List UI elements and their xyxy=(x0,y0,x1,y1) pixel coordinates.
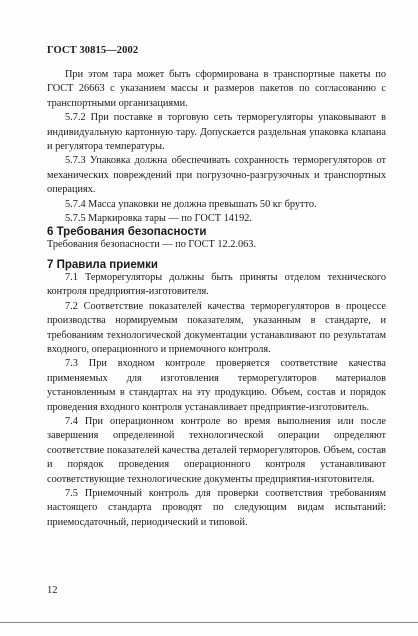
paragraph-5-7-3: 5.7.3 Упаковка должна обеспечивать сохранность терморегуляторов от механических повреждений при погрузочно-разгрузочных и транспортных операциях. xyxy=(47,155,386,196)
paragraph-7-1: 7.1 Терморегуляторы должны быть приняты отделом технического контроля предприятия-изготовителя. xyxy=(47,271,386,298)
section-6-text: Требования безопасности — по ГОСТ 12.2.063. xyxy=(47,239,257,251)
running-header: ГОСТ 30815—2002 xyxy=(47,45,139,56)
section-6-heading: 6 Требования безопасности xyxy=(47,226,207,239)
paragraph-5-7-4: 5.7.4 Масса упаковки не должна превышать 50 кг брутто. xyxy=(65,198,317,210)
paragraph-7-3: 7.3 При входном контроле проверяется соответствие качества применяемых для изготовления терморегуляторов материалов установленным в стандартах на эту продукцию. Объем, состав и порядок проведения входного контроля устанавливает предприятие-изготовитель. xyxy=(47,358,386,413)
paragraph-5-7-5: 5.7.5 Маркировка тары — по ГОСТ 14192. xyxy=(65,213,252,225)
paragraph-7-5: 7.5 Приемочный контроль для проверки соответствия требованиям настоящего стандарта проводят по следующим видам испытаний: приемосдаточный, периодический и типовой. xyxy=(47,487,386,528)
page-number: 12 xyxy=(47,585,58,596)
paragraph-7-4: 7.4 При операционном контроле во время выполнения или после завершения определенной технологической операции определяют соответствие показателей качества деталей терморегуляторов. Объем, состав и порядок проведения операционного контроля устанавливают соответствующие технологические документы предприятия-изготовителя. xyxy=(47,415,386,485)
paragraph-packaging-pallets: При этом тара может быть сформирована в транспортные пакеты по ГОСТ 26663 с указанием массы и размеров пакетов по согласованию с транспортными организациями. xyxy=(47,69,386,109)
page-bottom-divider xyxy=(0,622,418,623)
paragraph-7-2: 7.2 Соответствие показателей качества терморегуляторов в процессе производства нормируемым показателям, указанным в стандарте, и требованиям технологической документации устанавливают по результатам входного, операционного и приемочного контроля. xyxy=(47,300,386,355)
section-7-heading: 7 Правила приемки xyxy=(47,258,158,271)
paragraph-5-7-2: 5.7.2 При поставке в торговую сеть терморегуляторы упаковывают в индивидуальную картонную тару. Допускается раздельная упаковка клапана и регулятора температуры. xyxy=(47,112,386,153)
page-body xyxy=(47,68,386,530)
